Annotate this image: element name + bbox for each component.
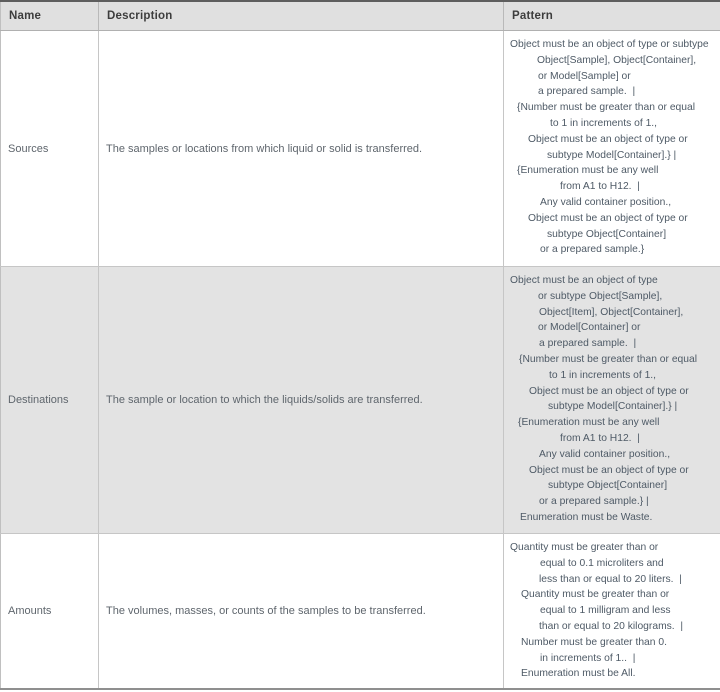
pattern-line: to 1 in increments of 1., bbox=[550, 117, 658, 129]
table-header-row bbox=[1, 1, 720, 31]
pattern-line: Object must be an object of type or bbox=[529, 464, 689, 476]
pattern-line: Any valid container position., bbox=[539, 448, 671, 460]
header-cell-description: Description bbox=[99, 1, 504, 31]
pattern-line: or a prepared sample.} bbox=[540, 244, 645, 256]
pattern-line: {Number must be greater than or equal bbox=[517, 102, 696, 114]
row-name: Destinations bbox=[1, 267, 99, 534]
pattern-line: Quantity must be greater than or bbox=[521, 589, 670, 601]
table-row bbox=[1, 31, 720, 267]
pattern-line: {Enumeration must be any well bbox=[517, 165, 659, 177]
pattern-lines bbox=[504, 31, 720, 267]
pattern-line: to 1 in increments of 1., bbox=[549, 369, 657, 381]
header-cell-pattern: Pattern bbox=[504, 1, 720, 31]
table-row bbox=[1, 267, 720, 534]
pattern-line: Object must be an object of type or bbox=[529, 385, 689, 397]
pattern-line: less than or equal to 20 liters. | bbox=[539, 573, 682, 585]
row-description: The samples or locations from which liquid or solid is transferred. bbox=[99, 31, 504, 267]
pattern-line: {Enumeration must be any well bbox=[518, 417, 660, 429]
pattern-line: a prepared sample. | bbox=[538, 86, 636, 98]
pattern-line: Any valid container position., bbox=[540, 196, 672, 208]
pattern-lines bbox=[504, 534, 720, 690]
pattern-line: Enumeration must be All. bbox=[521, 668, 636, 680]
pattern-line: subtype Object[Container] bbox=[547, 228, 667, 240]
pattern-line: equal to 0.1 microliters and bbox=[540, 557, 664, 569]
pattern-line: subtype Model[Container].} | bbox=[548, 401, 678, 413]
pattern-line: Object must be an object of type bbox=[510, 275, 658, 286]
pattern-line: in increments of 1.. | bbox=[540, 652, 636, 664]
pattern-line: or Model[Container] or bbox=[538, 322, 641, 334]
pattern-line: subtype Model[Container].} | bbox=[547, 149, 677, 161]
pattern-line: Object must be an object of type or bbox=[528, 212, 688, 224]
pattern-line: than or equal to 20 kilograms. | bbox=[539, 620, 684, 632]
row-name: Sources bbox=[1, 31, 99, 267]
pattern-line: Object[Sample], Object[Container], bbox=[537, 54, 697, 66]
row-name: Amounts bbox=[1, 534, 99, 690]
row-description: The sample or location to which the liquids/solids are transferred. bbox=[99, 267, 504, 534]
pattern-line: Quantity must be greater than or bbox=[510, 542, 659, 553]
pattern-line: a prepared sample. | bbox=[539, 338, 637, 350]
pattern-line: or subtype Object[Sample], bbox=[538, 290, 663, 302]
pattern-line: or Model[Sample] or bbox=[538, 70, 631, 82]
pattern-line: or a prepared sample.} | bbox=[539, 496, 649, 508]
table-row bbox=[1, 534, 720, 690]
table-body bbox=[1, 31, 720, 690]
pattern-lines bbox=[504, 267, 720, 534]
pattern-line: {Number must be greater than or equal bbox=[519, 353, 698, 365]
header-cell-name: Name bbox=[1, 1, 99, 31]
row-description: The volumes, masses, or counts of the samples to be transferred. bbox=[99, 534, 504, 690]
pattern-line: Object must be an object of type or subtype bbox=[510, 39, 709, 50]
pattern-line: Object must be an object of type or bbox=[528, 133, 688, 145]
pattern-line: Number must be greater than 0. bbox=[521, 636, 667, 648]
pattern-line: Enumeration must be Waste. bbox=[520, 511, 653, 523]
pattern-line: from A1 to H12. | bbox=[560, 181, 640, 193]
pattern-line: subtype Object[Container] bbox=[548, 480, 668, 492]
pattern-line: Object[Item], Object[Container], bbox=[539, 306, 684, 318]
pattern-line: from A1 to H12. | bbox=[560, 432, 640, 444]
pattern-line: equal to 1 milligram and less bbox=[540, 605, 671, 617]
